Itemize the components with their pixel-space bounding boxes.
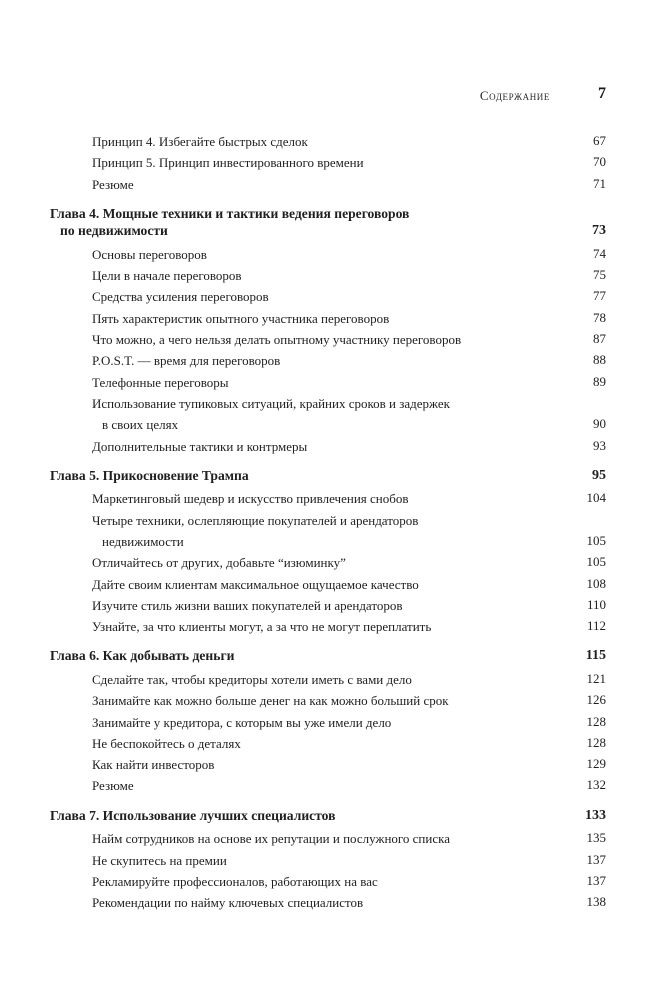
toc-entry bbox=[0, 350, 656, 371]
page-number: 93 bbox=[593, 437, 606, 453]
entry-title: Рекламируйте профессионалов, работающих на вас bbox=[92, 873, 378, 889]
chapter-title: Глава 5. Прикосновение Трампа bbox=[50, 467, 249, 483]
page-number: 128 bbox=[586, 713, 606, 729]
toc-entry bbox=[0, 393, 656, 436]
entry-title: Цели в начале переговоров bbox=[92, 268, 242, 284]
page-number: 138 bbox=[586, 894, 606, 910]
toc-entry bbox=[0, 372, 656, 393]
toc-entry bbox=[0, 436, 656, 457]
chapter-title: Глава 7. Использование лучших специалистов bbox=[50, 807, 336, 823]
toc-chapter bbox=[0, 647, 656, 665]
page-number: 115 bbox=[585, 648, 606, 664]
toc-entry bbox=[0, 286, 656, 307]
page-number: 90 bbox=[593, 416, 606, 432]
chapter-title: Глава 6. Как добывать деньги bbox=[50, 648, 235, 664]
entry-title: Резюме bbox=[92, 176, 134, 192]
toc-entry bbox=[0, 616, 656, 637]
page-number: 108 bbox=[586, 575, 606, 591]
entry-title: Маркетинговый шедевр и искусство привлечения снобов bbox=[92, 491, 409, 507]
toc-chapter bbox=[0, 467, 656, 485]
entry-title: Резюме bbox=[92, 778, 134, 794]
toc-entry bbox=[0, 510, 656, 553]
entry-title: Что можно, а чего нельзя делать опытному участнику переговоров bbox=[92, 332, 462, 348]
page-number: 89 bbox=[593, 373, 606, 389]
page-number: 137 bbox=[586, 872, 606, 888]
page-number: 75 bbox=[593, 267, 606, 283]
entry-title: Принцип 4. Избегайте быстрых сделок bbox=[92, 134, 308, 149]
page-number: 105 bbox=[586, 532, 606, 548]
toc-chapter bbox=[0, 807, 656, 825]
entry-title: Основы переговоров bbox=[92, 246, 207, 262]
page-number: 77 bbox=[593, 288, 606, 304]
toc-chapter bbox=[0, 205, 656, 240]
entry-title: Принцип 5. Принцип инвестированного времени bbox=[92, 155, 364, 171]
entry-title: Не беспокойтесь о деталях bbox=[92, 735, 241, 751]
page-number: 128 bbox=[586, 734, 606, 750]
toc-entry bbox=[0, 244, 656, 265]
page-number: 88 bbox=[593, 352, 606, 368]
page-number: 121 bbox=[586, 670, 606, 686]
toc-entry bbox=[0, 131, 656, 152]
toc-entry bbox=[0, 712, 656, 733]
entry-title: Занимайте как можно больше денег на как можно больший срок bbox=[92, 693, 449, 709]
entry-title: Узнайте, за что клиенты могут, а за что не могут переплатить bbox=[92, 619, 432, 635]
entry-title: Занимайте у кредитора, с которым вы уже имели дело bbox=[92, 714, 392, 730]
page-number: 74 bbox=[593, 245, 606, 261]
toc-entry bbox=[0, 329, 656, 350]
page-number: 104 bbox=[586, 490, 606, 506]
toc-entry bbox=[0, 775, 656, 796]
page-number: 132 bbox=[586, 777, 606, 793]
toc-entry bbox=[0, 152, 656, 173]
entry-title: в своих целях bbox=[102, 417, 179, 433]
page-number: 87 bbox=[593, 331, 606, 347]
toc-entry bbox=[0, 308, 656, 329]
page-number: 70 bbox=[593, 154, 606, 170]
header-page-number: 7 bbox=[598, 85, 606, 102]
page-number: 73 bbox=[592, 223, 606, 239]
toc-entry bbox=[0, 871, 656, 892]
page-number: 129 bbox=[586, 756, 606, 772]
entry-title: Не скупитесь на премии bbox=[92, 852, 227, 868]
entry-title: Использование тупиковых ситуаций, крайних сроков и задержек bbox=[92, 395, 450, 411]
page-number: 110 bbox=[586, 596, 606, 612]
entry-title: Пять характеристик опытного участника переговоров bbox=[92, 310, 390, 326]
entry-title: Сделайте так, чтобы кредиторы хотели иметь с вами дело bbox=[92, 671, 412, 687]
entry-title: Дайте своим клиентам максимальное ощущаемое качество bbox=[92, 576, 419, 592]
page-number: 95 bbox=[592, 467, 606, 483]
chapter-title: по недвижимости bbox=[60, 223, 168, 239]
entry-title: Средства усиления переговоров bbox=[92, 289, 269, 305]
toc-entry bbox=[0, 552, 656, 573]
entry-title: Отличайтесь от других, добавьте “изюминку” bbox=[92, 555, 346, 571]
toc-entry bbox=[0, 733, 656, 754]
toc-entry bbox=[0, 574, 656, 595]
entry-title: Дополнительные тактики и контрмеры bbox=[92, 438, 308, 454]
page-number: 137 bbox=[586, 851, 606, 867]
page-number: 133 bbox=[585, 807, 606, 823]
table-of-contents bbox=[0, 131, 656, 913]
toc-entry bbox=[0, 595, 656, 616]
entry-title: Изучите стиль жизни ваших покупателей и арендаторов bbox=[92, 597, 403, 613]
entry-title: Телефонные переговоры bbox=[92, 374, 229, 390]
entry-title: Как найти инвесторов bbox=[92, 757, 215, 773]
entry-title: Найм сотрудников на основе их репутации и послужного списка bbox=[92, 831, 451, 847]
toc-entry bbox=[0, 669, 656, 690]
toc-entry bbox=[0, 174, 656, 195]
page-number: 105 bbox=[586, 554, 606, 570]
chapter-title: Глава 4. Мощные техники и тактики ведения переговоров bbox=[50, 205, 410, 221]
toc-entry bbox=[0, 265, 656, 286]
page-number: 78 bbox=[593, 309, 606, 325]
running-header bbox=[0, 85, 656, 108]
page-number: 126 bbox=[586, 692, 606, 708]
toc-entry bbox=[0, 828, 656, 849]
page-number: 71 bbox=[593, 175, 606, 191]
entry-title: Рекомендации по найму ключевых специалистов bbox=[92, 895, 364, 911]
toc-entry bbox=[0, 488, 656, 509]
entry-title: P.O.S.T. — время для переговоров bbox=[92, 353, 281, 369]
header-title: Содержание bbox=[479, 88, 550, 103]
toc-entry bbox=[0, 690, 656, 711]
toc-entry bbox=[0, 850, 656, 871]
toc-entry bbox=[0, 754, 656, 775]
entry-title: Четыре техники, ослепляющие покупателей и арендаторов bbox=[92, 512, 419, 528]
page-number: 112 bbox=[586, 618, 606, 634]
entry-title: недвижимости bbox=[102, 533, 184, 549]
page-number: 135 bbox=[586, 830, 606, 846]
toc-entry bbox=[0, 892, 656, 913]
page-number: 67 bbox=[593, 133, 606, 148]
